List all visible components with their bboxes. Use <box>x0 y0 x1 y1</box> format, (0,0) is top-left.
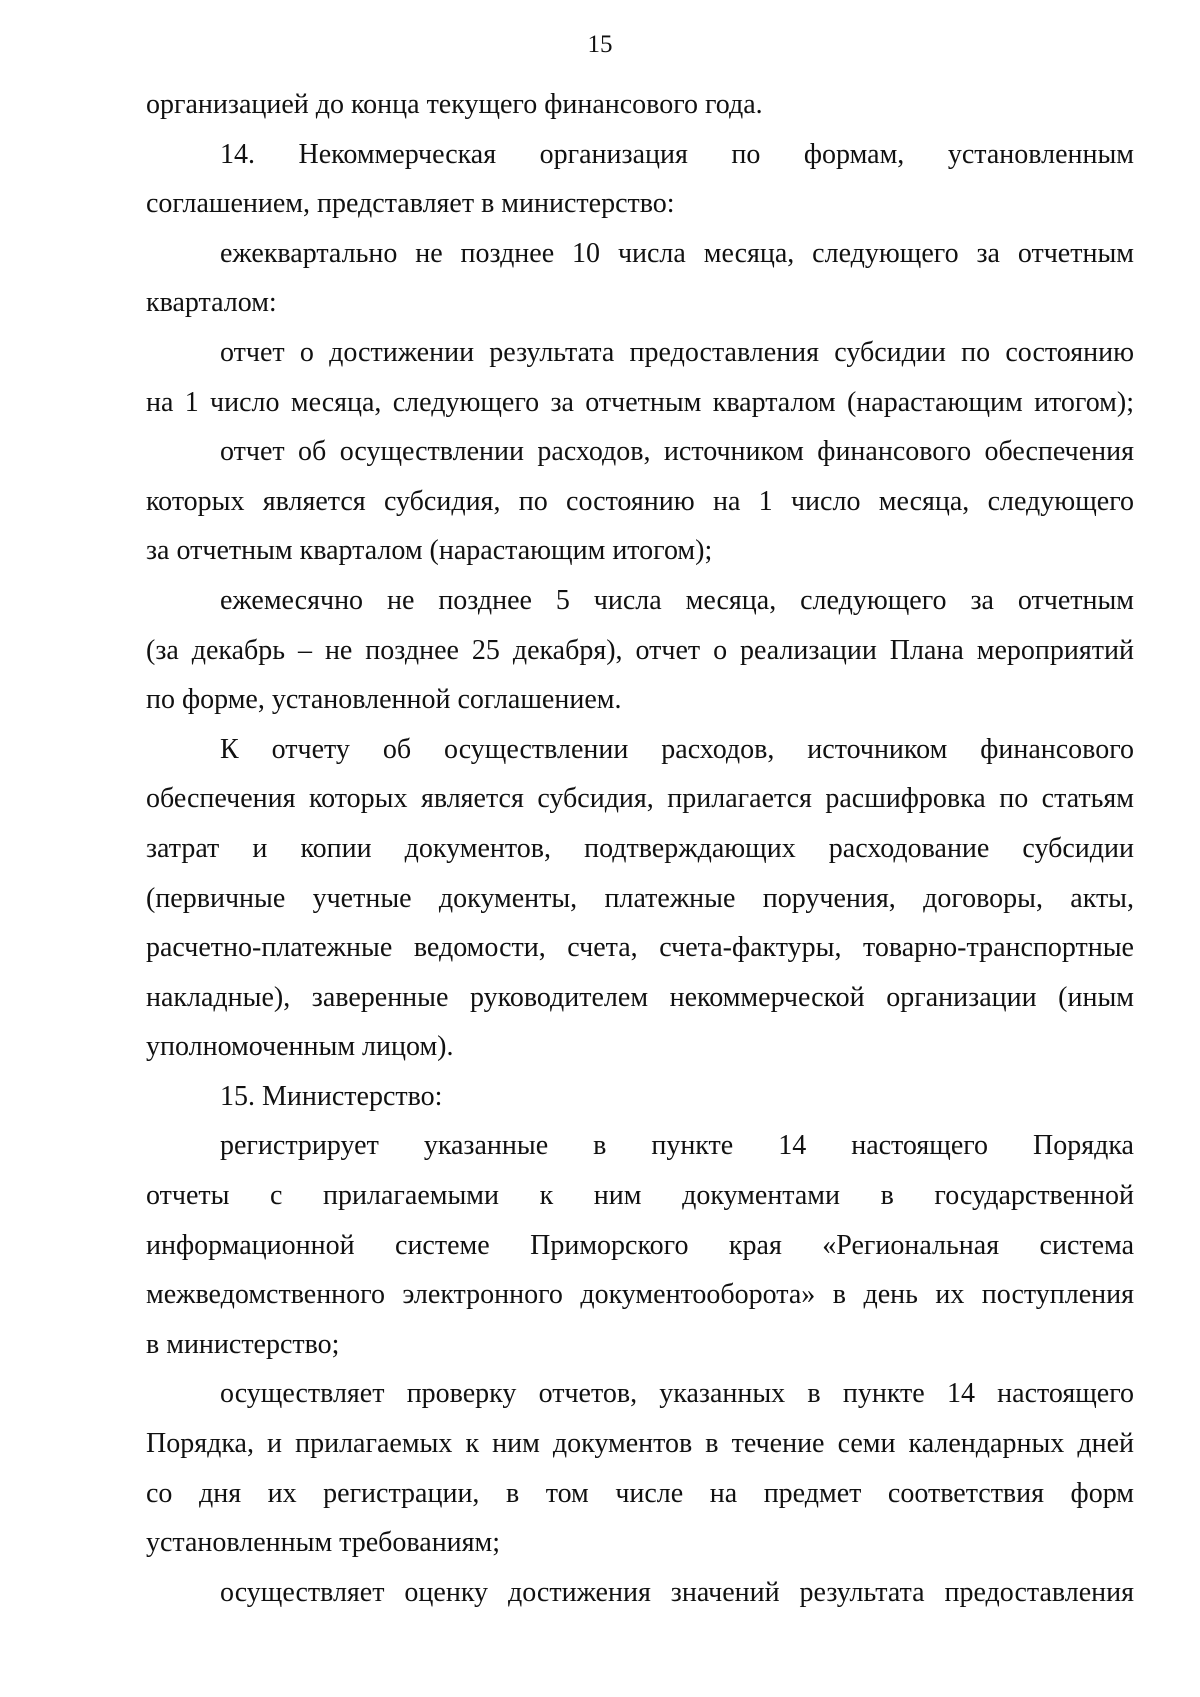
text-line: 14. Некоммерческая организация по формам, установленным <box>220 138 1134 170</box>
text-line: со дня их регистрации, в том числе на предмет соответствия форм <box>146 1477 1134 1509</box>
text-line: затрат и копии документов, подтверждающих расходование субсидии <box>146 832 1134 864</box>
text-line: Порядка, и прилагаемых к ним документов в течение семи календарных дней <box>146 1428 1134 1460</box>
text-line: (первичные учетные документы, платежные поручения, договоры, акты, <box>146 882 1134 914</box>
text-line: установленным требованиям; <box>146 1527 501 1559</box>
text-line: отчеты с прилагаемыми к ним документами в государственной <box>146 1180 1134 1212</box>
text-line: уполномоченным лицом). <box>146 1031 454 1063</box>
text-line: на 1 число месяца, следующего за отчетным кварталом (нарастающим итогом); <box>146 386 1134 418</box>
text-line: накладные), заверенные руководителем некоммерческой организации (иным <box>146 981 1134 1013</box>
text-line: ежеквартально не позднее 10 числа месяца, следующего за отчетным <box>220 237 1134 269</box>
text-line: по форме, установленной соглашением. <box>146 684 622 716</box>
text-line: отчет о достижении результата предоставления субсидии по состоянию <box>220 336 1134 368</box>
text-line: межведомственного электронного документооборота» в день их поступления <box>146 1279 1134 1311</box>
text-line: обеспечения которых является субсидия, прилагается расшифровка по статьям <box>146 783 1134 815</box>
text-line: расчетно-платежные ведомости, счета, счета-фактуры, товарно-транспортные <box>146 932 1134 964</box>
text-line: отчет об осуществлении расходов, источником финансового обеспечения <box>220 436 1134 468</box>
text-line: осуществляет проверку отчетов, указанных в пункте 14 настоящего <box>220 1378 1134 1410</box>
text-line: которых является субсидия, по состоянию на 1 число месяца, следующего <box>146 485 1134 517</box>
text-line: регистрирует указанные в пункте 14 настоящего Порядка <box>220 1130 1134 1162</box>
document-body <box>146 80 1134 1617</box>
text-line: (за декабрь – не позднее 25 декабря), отчет о реализации Плана мероприятий <box>146 634 1134 666</box>
page-number: 15 <box>587 31 613 58</box>
text-line: организацией до конца текущего финансового года. <box>146 89 763 120</box>
text-line: осуществляет оценку достижения значений результата предоставления <box>220 1576 1134 1608</box>
text-line: кварталом: <box>146 287 277 319</box>
text-line: в министерство; <box>146 1328 340 1360</box>
text-line: ежемесячно не позднее 5 числа месяца, следующего за отчетным <box>220 584 1134 616</box>
text-line: за отчетным кварталом (нарастающим итогом); <box>146 535 713 567</box>
text-line: К отчету об осуществлении расходов, источником финансового <box>220 733 1134 765</box>
text-line: соглашением, представляет в министерство: <box>146 188 675 220</box>
text-line: 15. Министерство: <box>220 1080 443 1112</box>
text-line: информационной системе Приморского края «Региональная система <box>146 1229 1134 1261</box>
